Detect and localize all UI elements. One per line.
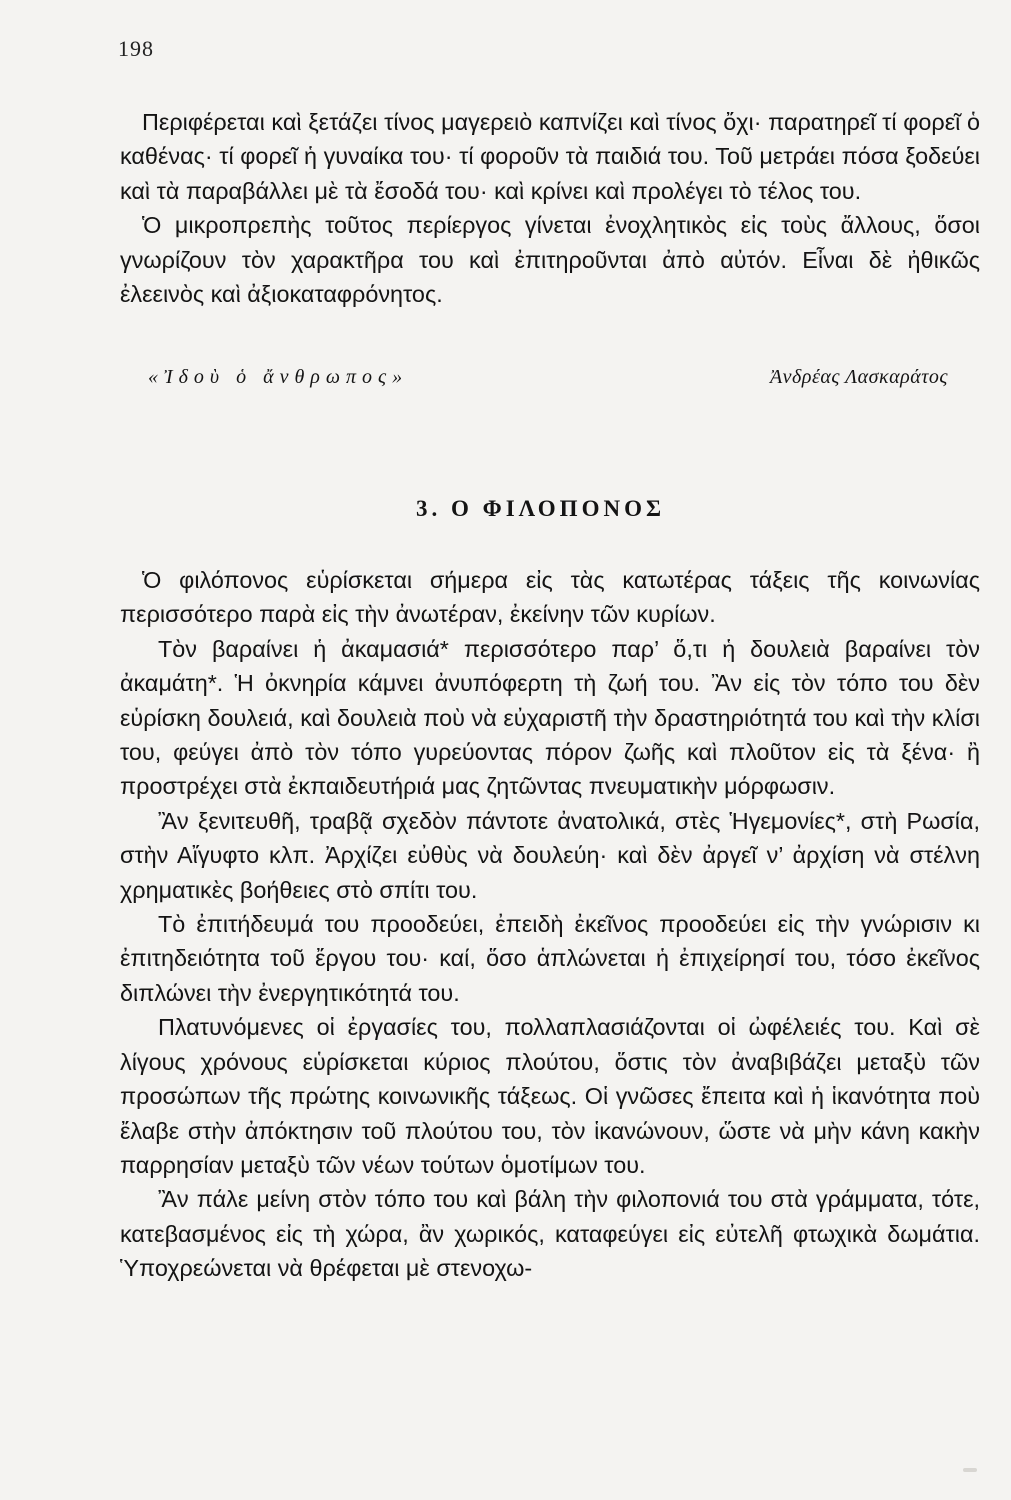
previous-section-text — [120, 105, 980, 311]
paragraph: Ὁ μικροπρεπὴς τοῦτος περίεργος γίνεται ἐνοχλητικὸς εἰς τοὺς ἄλλους, ὅσοι γνωρίζουν τὸν χαρακτῆρα του καὶ ἐπιτηροῦνται ἀπὸ αὐτόν. Εἶναι δὲ ἠθικῶς ἐλεεινὸς καὶ ἀξιοκαταφρόνητος. — [120, 212, 980, 308]
paragraph: Ἂν ξενιτευθῆ, τραβᾷ σχεδὸν πάντοτε ἀνατολικά, στὲς Ἡγεμονίες*, στὴ Ρωσία, στὴν Αἴγυφτο κλπ. Ἀρχίζει εὐθὺς νὰ δουλεύη· καὶ δὲν ἀργεῖ ν’ ἀρχίση νὰ στέλνη χρηματικὲς βοήθειες στὸ σπίτι του. — [120, 807, 980, 903]
citation-author: Ἀνδρέας Λασκαράτος — [769, 366, 948, 388]
citation-work-title: «Ἰδοὺ ὁ ἄνθρωπος» — [148, 366, 409, 388]
paragraph: Περιφέρεται καὶ ξετάζει τίνος μαγερειὸ καπνίζει καὶ τίνος ὄχι· παρατηρεῖ τί φορεῖ ὁ καθένας· τί φορεῖ ἡ γυναίκα του· τί φοροῦν τὰ παιδιά του. Τοῦ μετράει πόσα ξοδεύει καὶ τὰ παραβάλλει μὲ τὰ ἔσοδά του· καὶ κρίνει καὶ προλέγει τὸ τέλος του. — [120, 109, 980, 204]
paragraph: Ἂν πάλε μείνη στὸν τόπο του καὶ βάλη τὴν φιλοπονιά του στὰ γράμματα, τότε, κατεβασμένος εἰς τὴ χώρα, ἂν χωρικός, καταφεύγει εἰς εὐτελῆ φτωχικὰ δωμάτια. Ὑποχρεώνεται νὰ θρέφεται μὲ στενοχω- — [120, 1186, 980, 1282]
paragraph: Τὸν βαραίνει ἡ ἀκαμασιά* περισσότερο παρ’ ὅ,τι ἡ δουλειὰ βαραίνει τὸν ἀκαμάτη*. Ἡ ὀκνηρία κάμνει ἀνυπόφερτη τὴ ζωή του. Ἂν εἰς τὸν τόπο του δὲν εὑρίσκη δουλειά, καὶ δουλειὰ ποὺ νὰ εὐχαριστῆ τὴν δραστηριότητά του καὶ τὴν κλίσι του, φεύγει ἀπὸ τὸν τόπο γυρεύοντας πόρον ζωῆς καὶ πλοῦτον εἰς τὰ ξένα· ἢ προστρέχει στὰ ἐκπαιδευτήριά μας ζητῶντας πνευματικὴν μόρφωσιν. — [120, 635, 980, 800]
section-body-text — [120, 563, 980, 1286]
section-title: 3. Ο ΦΙΛΟΠΟΝΟΣ — [415, 496, 666, 521]
paragraph: Ὁ φιλόπονος εὑρίσκεται σήμερα εἰς τὰς κατωτέρας τάξεις τῆς κοινωνίας περισσότερο παρὰ εἰς τὴν ἀνωτέραν, ἐκείνην τῶν κυρίων. — [120, 567, 980, 628]
page-number: 198 — [118, 36, 154, 61]
scan-smudge — [963, 1468, 977, 1472]
paragraph: Τὸ ἐπιτήδευμά του προοδεύει, ἐπειδὴ ἐκεῖνος προοδεύει εἰς τὴν γνώρισιν κι ἐπιτηδειότητα τοῦ ἔργου του· καί, ὅσο ἁπλώνεται ἡ ἐπιχείρησί του, τόσο ἐκεῖνος διπλώνει τὴν ἐνεργητικότητά του. — [120, 911, 980, 1006]
paragraph: Πλατυνόμενες οἱ ἐργασίες του, πολλαπλασιάζονται οἱ ὠφέλειές του. Καὶ σὲ λίγους χρόνους εὑρίσκεται κύριος πλούτου, ὅστις τὸν ἀναβιβάζει μεταξὺ τῶν προσώπων τῆς πρώτης κοινωνικῆς τάξεως. Οἱ γνῶσες ἔπειτα καὶ ἡ ἱκανότητα ποὺ ἔλαβε στὴν ἀπόκτησιν τοῦ πλούτου του, τὸν ἱκανώνουν, ὥστε νὰ μὴν κάνη κακὴν παρρησίαν μεταξὺ τῶν νέων τούτων ὁμοτίμων του. — [120, 1014, 980, 1178]
